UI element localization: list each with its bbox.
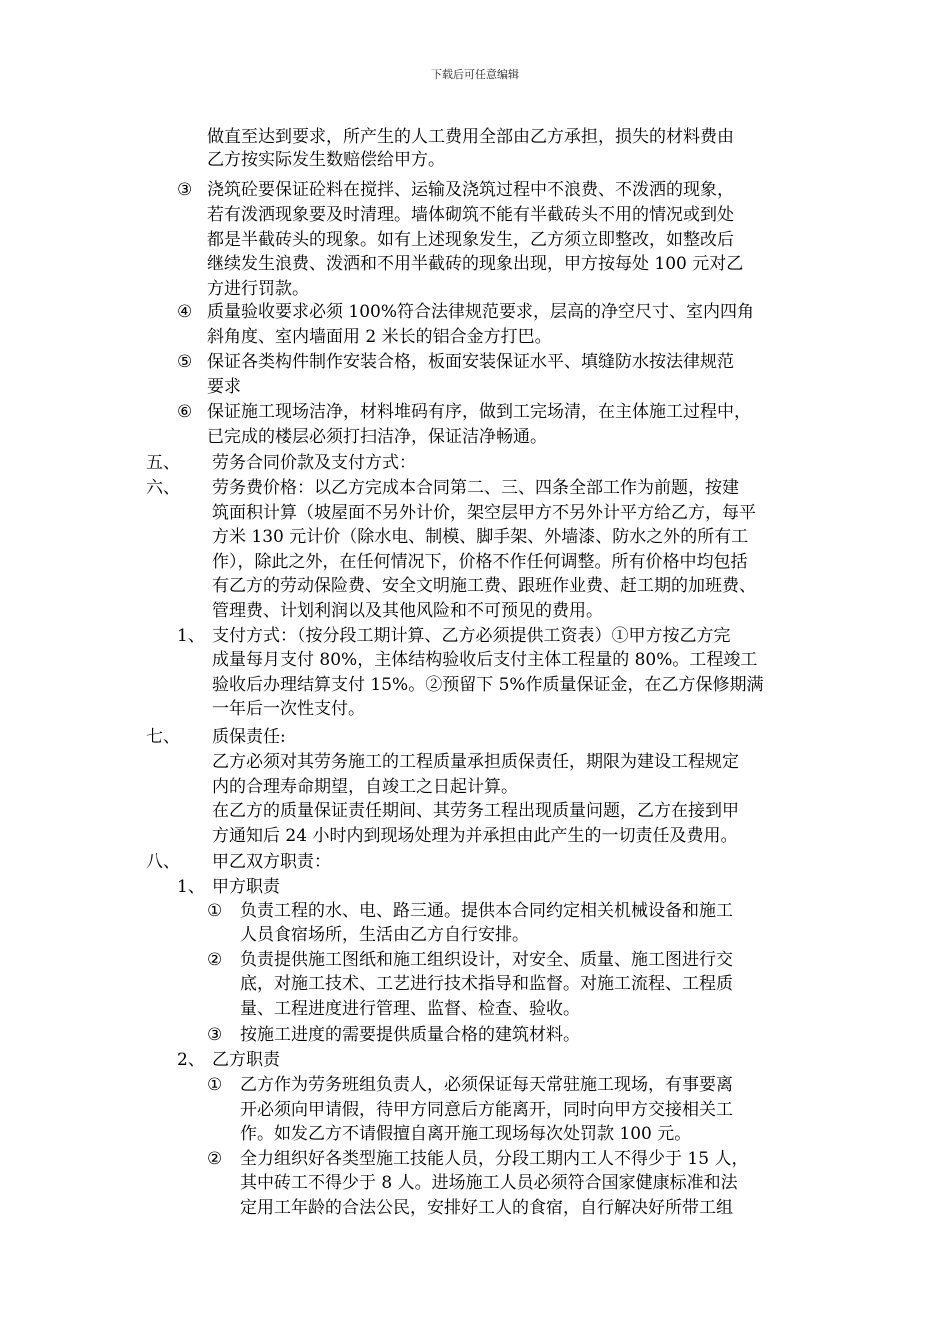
item-marker: ③ <box>177 180 193 200</box>
item-marker: ② <box>207 950 223 970</box>
text-line: 方进行罚款。 <box>207 279 309 300</box>
item-marker: 1、 <box>177 877 205 897</box>
text-line: 负责提供施工图纸和施工组织设计，对安全、质量、施工图进行交 <box>240 950 733 970</box>
text-line: 底，对施工技术、工艺进行技术指导和监督。对施工流程、工程质 <box>240 974 733 995</box>
item-marker: 七、 <box>146 727 180 747</box>
text-line: 做直至达到要求，所产生的人工费用全部由乙方承担，损失的材料费由 <box>207 127 734 147</box>
text-line: 在乙方的质量保证责任期间、其劳务工程出现质量问题，乙方在接到甲 <box>212 801 739 821</box>
text-line: 劳务费价格：以乙方完成本合同第二、三、四条全部工作为前题，按建 <box>212 478 739 498</box>
text-line: 成量每月支付 80%，主体结构验收后支付主体工程量的 80%。工程竣工 <box>212 650 758 671</box>
item-marker: ③ <box>207 1025 223 1045</box>
text-line: 管理费、计划利润以及其他风险和不可预见的费用。 <box>212 601 603 621</box>
text-line: 人员食宿场所，生活由乙方自行安排。 <box>240 925 529 946</box>
text-line: 乙方作为劳务班组负责人，必须保证每天常驻施工现场，有事要离 <box>240 1075 733 1095</box>
text-line: 方通知后 24 小时内到现场处理为并承担由此产生的一切责任及费用。 <box>212 825 738 846</box>
text-line: 都是半截砖头的现象。如有上述现象发生，乙方须立即整改，如整改后 <box>207 229 734 250</box>
text-line: 继续发生浪费、泼洒和不用半截砖的现象出现，甲方按每处 100 元对乙 <box>207 254 744 275</box>
text-line: 其中砖工不得少于 8 人。进场施工人员必须符合国家健康标准和法 <box>240 1173 738 1194</box>
text-line: 筑面积计算（坡屋面不另外计价，架空层甲方不另外计平方给乙方，每平 <box>212 502 756 523</box>
text-line: 全力组织好各类型施工技能人员，分段工期内工人不得少于 15 人， <box>240 1149 749 1169</box>
item-marker: 六、 <box>146 478 180 498</box>
text-line: 量、工程进度进行管理、监督、检查、验收。 <box>240 998 580 1019</box>
text-line: 一年后一次性支付。 <box>212 698 365 719</box>
item-marker: ④ <box>177 302 193 322</box>
text-line: 保证各类构件制作安装合格，板面安装保证水平、填缝防水按法律规范 <box>207 352 734 372</box>
text-line: 质保责任: <box>212 727 286 747</box>
text-line: 负责工程的水、电、路三通。提供本合同约定相关机械设备和施工 <box>240 901 733 921</box>
text-line: 作），除此之外，在任何情况下，价格不作任何调整。所有价格中均包括 <box>212 551 748 572</box>
text-line: 开必须向甲请假，待甲方同意后方能离开，同时向甲方交接相关工 <box>240 1099 733 1120</box>
text-line: 要求 <box>207 376 241 397</box>
text-line: 浇筑砼要保证砼料在搅拌、运输及浇筑过程中不浪费、不泼洒的现象， <box>207 180 734 200</box>
item-marker: 2、 <box>177 1050 205 1070</box>
text-line: 验收后办理结算支付 15%。②预留下 5%作质量保证金，在乙方保修期满 <box>212 674 764 695</box>
text-line: 已完成的楼层必须打扫洁净，保证洁净畅通。 <box>207 426 547 447</box>
text-line: 甲方职责 <box>212 877 280 897</box>
text-line: 有乙方的劳动保险费、安全文明施工费、跟班作业费、赶工期的加班费、 <box>212 576 756 597</box>
text-line: 支付方式：（按分段工期计算、乙方必须提供工资表）①甲方按乙方完 <box>212 626 731 646</box>
text-line: 乙方必须对其劳务施工的工程质量承担质保责任，期限为建设工程规定 <box>212 752 739 772</box>
item-marker: 五、 <box>146 453 180 473</box>
text-line: 质量验收要求必须 100%符合法律规范要求，层高的净空尺寸、室内四角 <box>207 302 755 322</box>
item-marker: ⑥ <box>177 402 193 422</box>
text-line: 乙方职责 <box>212 1050 280 1070</box>
item-marker: ① <box>207 901 223 921</box>
page-header: 下载后可任意编辑 <box>431 68 519 81</box>
item-marker: ① <box>207 1075 223 1095</box>
item-marker: 八、 <box>146 852 180 872</box>
text-line: 保证施工现场洁净，材料堆码有序，做到工完场清，在主体施工过程中， <box>207 402 751 422</box>
text-line: 内的合理寿命期望，自竣工之日起计算。 <box>212 776 518 797</box>
text-line: 定用工年龄的合法公民，安排好工人的食宿，自行解决好所带工组 <box>240 1197 733 1218</box>
text-line: 按施工进度的需要提供质量合格的建筑材料。 <box>240 1025 580 1045</box>
text-line: 乙方按实际发生数赔偿给甲方。 <box>207 149 445 170</box>
text-line: 斜角度、室内墙面用 2 米长的铝合金方打巴。 <box>207 326 552 347</box>
text-line: 方米 130 元计价（除水电、制模、脚手架、外墙漆、防水之外的所有工 <box>212 527 749 548</box>
item-marker: ⑤ <box>177 352 193 372</box>
text-line: 甲乙双方职责： <box>212 852 331 872</box>
item-marker: 1、 <box>177 626 205 646</box>
text-line: 作。如发乙方不请假擅自离开施工现场每次处罚款 100 元。 <box>240 1124 692 1144</box>
item-marker: ② <box>207 1149 223 1169</box>
text-line: 劳务合同价款及支付方式： <box>212 453 416 473</box>
text-line: 若有泼洒现象要及时清理。墙体砌筑不能有半截砖头不用的情况或到处 <box>207 204 734 225</box>
